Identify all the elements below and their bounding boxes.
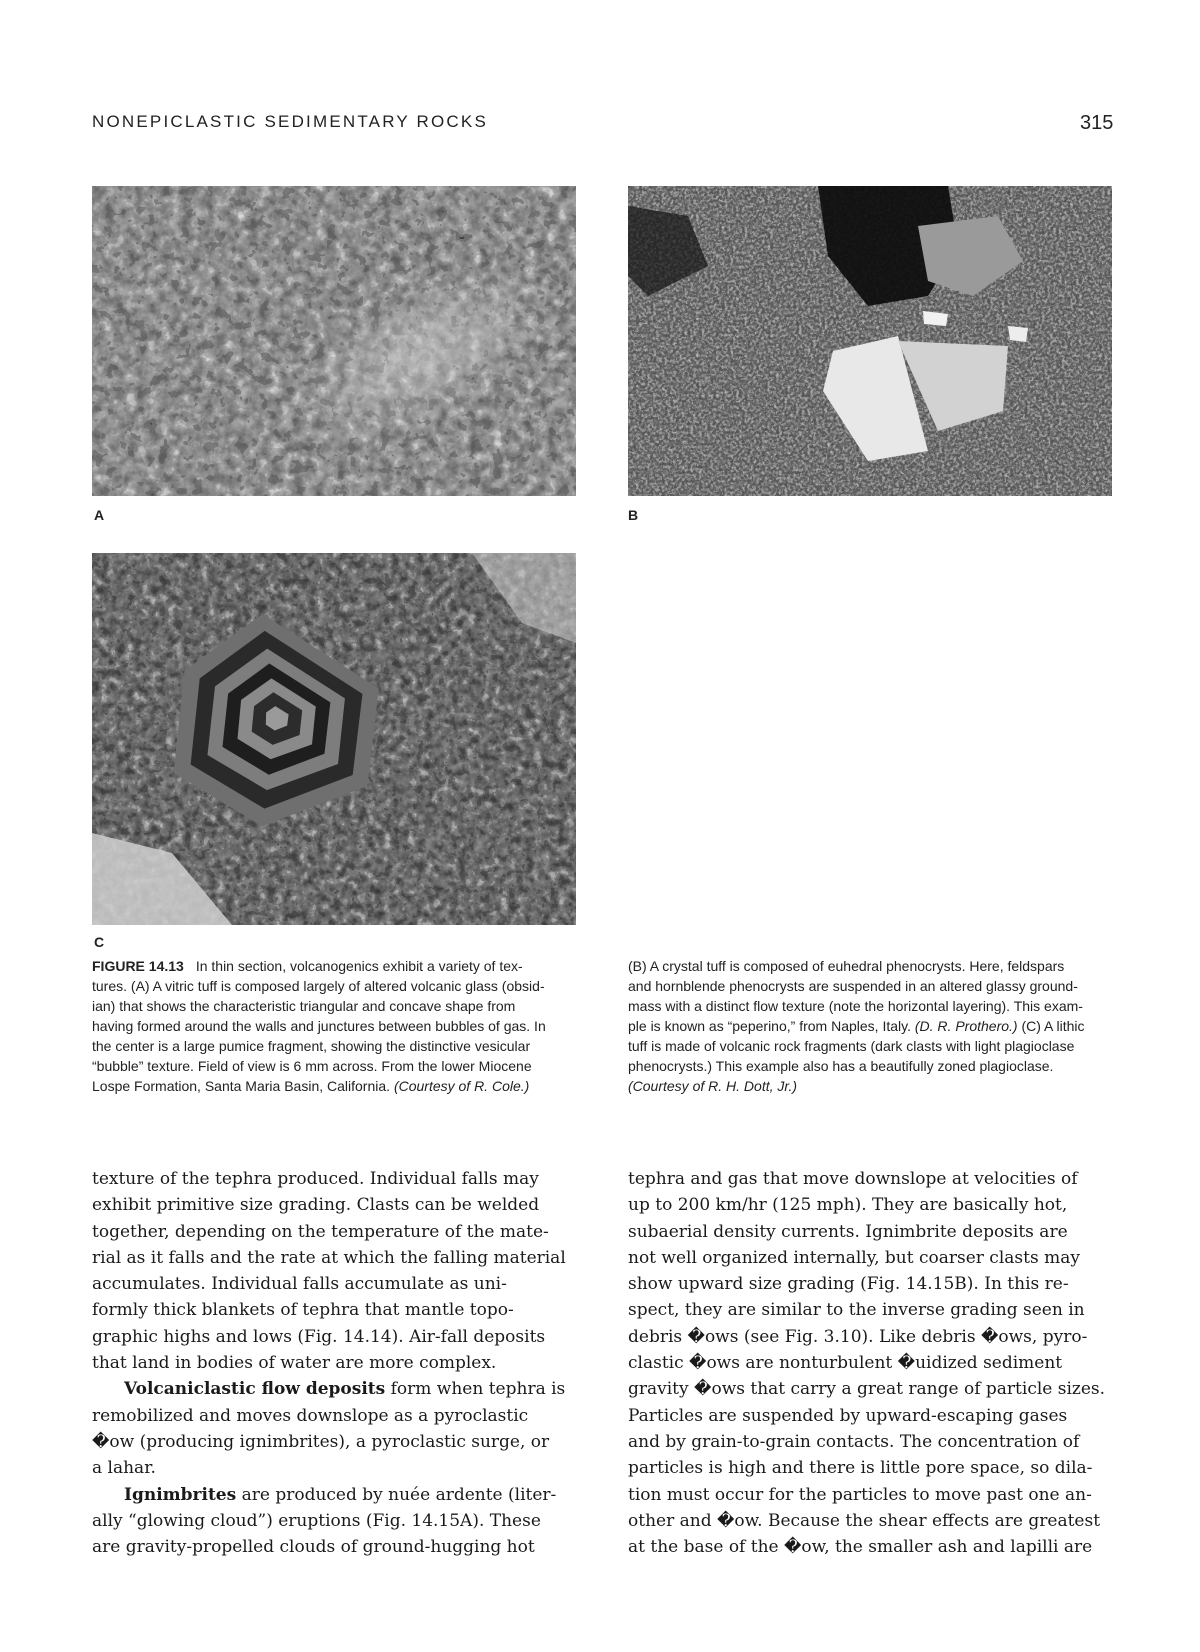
caption-right-line: and hornblende phenocrysts are suspended in an altered glassy ground- <box>628 978 1078 994</box>
photo-credit: (Courtesy of R. H. Dott, Jr.) <box>628 1078 798 1094</box>
body-line: debris �ows (see Fig. 3.10). Like debris �ows, pyro- <box>628 1326 1088 1347</box>
panel-label-c: C <box>94 934 105 950</box>
running-title: NONEPICLASTIC SEDIMENTARY ROCKS <box>92 112 488 131</box>
caption-left-line: In thin section, volcanogenics exhibit a variety of tex- <box>195 958 523 974</box>
key-term: Volcaniclastic flow deposits <box>124 1379 386 1400</box>
photo-a-vitric-tuff <box>92 186 576 496</box>
body-line: ally “glowing cloud”) eruptions (Fig. 14.15A). These <box>92 1510 541 1531</box>
key-term: Ignimbrites <box>124 1484 237 1505</box>
photo-c-lithic-tuff <box>92 553 576 925</box>
body-line: not well organized internally, but coarser clasts may <box>628 1247 1080 1268</box>
photo-credit: (Courtesy of R. Cole.) <box>393 1078 530 1094</box>
body-line: remobilized and moves downslope as a pyroclastic <box>92 1405 529 1426</box>
body-line: texture of the tephra produced. Individual falls may <box>92 1169 539 1189</box>
body-line: that land in bodies of water are more complex. <box>92 1353 497 1374</box>
caption-right-line: (C) A lithic <box>1021 1018 1085 1034</box>
body-text: are produced by nuée ardente (liter- <box>241 1484 557 1505</box>
body-line: exhibit primitive size grading. Clasts can be welded <box>92 1195 540 1216</box>
body-line: a lahar. <box>92 1458 156 1479</box>
figure-caption-right <box>628 956 1084 1096</box>
photo-credit: (D. R. Prothero.) <box>914 1018 1018 1034</box>
body-line: graphic highs and lows (Fig. 14.14). Air-fall deposits <box>92 1326 546 1347</box>
panel-label-b: B <box>628 507 639 523</box>
caption-right-line: ple is known as “peperino,” from Naples, Italy. <box>628 1018 911 1034</box>
caption-right-line: (B) A crystal tuff is composed of euhedral phenocrysts. Here, feldspars <box>628 958 1065 974</box>
caption-right-line: mass with a distinct flow texture (note the horizontal layering). This exam- <box>628 998 1083 1014</box>
body-text: form when tephra is <box>390 1379 566 1400</box>
caption-right-line: tuff is made of volcanic rock fragments (dark clasts with light plagioclase <box>628 1038 1075 1054</box>
body-line <box>92 1482 566 1508</box>
body-line <box>92 1376 566 1402</box>
caption-left-line: ian) that shows the characteristic triangular and concave shape from <box>92 998 516 1014</box>
caption-left-line: Lospe Formation, Santa Maria Basin, California. <box>92 1078 391 1094</box>
body-line: tion must occur for the particles to move past one an- <box>628 1484 1092 1505</box>
figure-number: FIGURE 14.13 <box>92 958 184 974</box>
caption-left-line: the center is a large pumice fragment, showing the distinctive vesicular <box>92 1038 531 1054</box>
body-line: formly thick blankets of tephra that mantle topo- <box>92 1300 514 1321</box>
body-line: clastic �ows are nonturbulent �uidized sediment <box>628 1353 1063 1374</box>
body-line: other and �ow. Because the shear effects are greatest <box>628 1510 1101 1531</box>
body-line: show upward size grading (Fig. 14.15B). In this re- <box>628 1274 1069 1295</box>
body-line: gravity �ows that carry a great range of particle sizes. <box>628 1379 1106 1400</box>
body-column-left <box>92 1166 566 1560</box>
body-line: particles is high and there is little pore space, so dila- <box>628 1458 1093 1479</box>
caption-left-line: tures. (A) A vitric tuff is composed largely of altered volcanic glass (obsid- <box>92 978 545 994</box>
body-line: spect, they are similar to the inverse grading seen in <box>628 1300 1085 1321</box>
caption-left-line: “bubble” texture. Field of view is 6 mm across. From the lower Miocene <box>92 1058 532 1074</box>
body-line: subaerial density currents. Ignimbrite deposits are <box>628 1221 1068 1242</box>
body-line: tephra and gas that move downslope at velocities of <box>628 1169 1078 1189</box>
body-line: �ow (producing ignimbrites), a pyroclastic surge, or <box>92 1431 550 1452</box>
photo-b-crystal-tuff <box>628 186 1112 496</box>
body-line: accumulates. Individual falls accumulate as uni- <box>92 1274 507 1295</box>
body-line: are gravity-propelled clouds of ground-hugging hot <box>92 1537 535 1558</box>
page-number: 315 <box>1080 112 1114 134</box>
body-line: rial as it falls and the rate at which the falling material <box>92 1247 566 1268</box>
caption-right-line: phenocrysts.) This example also has a beautifully zoned plagioclase. <box>628 1058 1054 1074</box>
panel-label-a: A <box>94 507 105 523</box>
caption-left-line: having formed around the walls and junctures between bubbles of gas. In <box>92 1018 546 1034</box>
body-line: Particles are suspended by upward-escaping gases <box>628 1405 1068 1426</box>
body-column-right <box>628 1166 1105 1560</box>
body-line: at the base of the �ow, the smaller ash and lapilli are <box>628 1537 1093 1558</box>
body-line: up to 200 km/hr (125 mph). They are basically hot, <box>628 1195 1068 1216</box>
body-line: together, depending on the temperature of the mate- <box>92 1221 549 1242</box>
figure-caption-left <box>92 956 546 1096</box>
body-line: and by grain-to-grain contacts. The concentration of <box>628 1431 1080 1452</box>
